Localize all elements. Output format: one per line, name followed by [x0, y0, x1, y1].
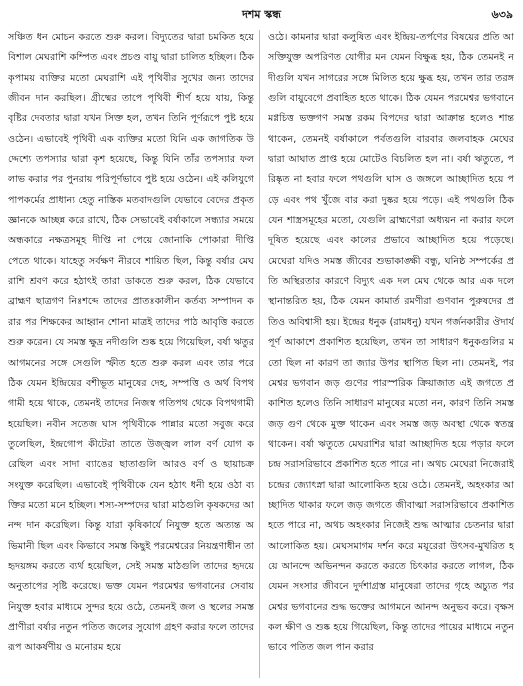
left-column-text: সঞ্চিত ধন মোচন করতে শুরু করল। বিদ্যুতের দ্বারা চমকিত হয়ে বিশাল মেঘরাশি কম্পিত এবং প্রচণ্ড বায়ু দ্বারা চালিত হচ্ছিল। ঠিক কৃপাময় ব্যক্তির মতো মেঘরাশি এই পৃথিবীর সুখের জন্য তাদের জীবন দান করছিল। গ্রীষ্মের তাপে পৃথিবী শীর্ণ হয়ে যায়, কিন্তু বৃষ্টির দেবতার দ্বারা যখন সিক্ত হল, তখন তিনি পূর্ণরূপে পুষ্ট হয়ে ওঠেন। এভাবেই পৃথিবী এক ব্যক্তির মতো যিনি এক জাগতিক উদ্দেশ্যে তপস্যার দ্বারা কৃশ হয়েছে, কিন্তু যিনি তাঁর তপস্যার ফল লাভ করার পর পুনরায় পরিপূর্ণভাবে পুষ্ট হয়ে ওঠেন। এই কলিযুগে পাপকর্মের প্রাধান্য হেতু নাস্তিক মতবাদগুলি যেভাবে বেদের প্রকৃত জ্ঞানকে আচ্ছন্ন করে রাখে, ঠিক সেভাবেই বর্ষাকালে সন্ধ্যার সময়ে অন্ধকারে নক্ষত্রসমূহ দীপ্তি না পেয়ে জোনাকি পোকারা দীপ্তি পেতে থাকে। যাহেতু সর্বক্ষণ নীরবে শায়িত ছিল, কিন্তু বর্ষার মেঘরাশি শ্রবণ করে হঠাৎই তারা ডাকতে শুরু করল, ঠিক যেভাবে ব্রাহ্মণ ছাত্রগণ নিঃশব্দে তাদের প্রাতঃকালীন কর্তব্য সম্পাদন করার পর শিক্ষকের আহ্বান শোনা মাত্রই তাদের পাঠ আবৃত্তি করতে শুরু করেন। যে সমস্ত ক্ষুদ্র নদীগুলি শুষ্ক হয়ে গিয়েছিল, বর্ষা ঋতুর আগমনের সঙ্গে সেগুলি স্ফীত হতে শুরু করল এবং তার পরে ঠিক যেমন ইন্দ্রিয়ের বশীভূত মানুষের দেহ, সম্পত্তি ও অর্থ বিপথগামী হয়ে থাকে, তেমনই তাদের নিজস্ব গতিপথ থেকে বিপথগামী হয়েছিল। নবীন সতেজ ঘাস পৃথিবীকে পান্নার মতো সবুজ করে তুলেছিল, ইন্দ্রগোপ কীটেরা তাতে উজ্জ্বল লাল বর্ণ যোগ করেছিল এবং সাদা ব্যাঙের ছাতাগুলি আরও বর্ণ ও ছায়াচক্র সংযুক্ত করেছিল। এভাবেই পৃথিবীকে যেন হঠাৎ ধনী হয়ে ওঠা ব্যক্তির মতো মনে হচ্ছিল। শস্য-সম্পদের দ্বারা মাঠগুলি কৃষকদের আনন্দ দান করেছিল। কিন্তু যারা কৃষিকার্যে নিযুক্ত হতে অত্যন্ত অভিমানী ছিল এবং কিভাবে সমস্ত কিছুই পরমেশ্বরের নিয়ন্ত্রণাধীন তা হৃদয়ঙ্গম করতে ব্যর্থ হয়েছিল, সেই সমস্ত মাঠগুলি তাদের হৃদয়ে অনুতাপের সৃষ্টি করেছে। ভক্ত যেমন পরমেশ্বর ভগবানের সেবায় নিযুক্ত হবার মাধ্যমে সুন্দর হয়ে ওঠে, তেমনই জল ও স্থলের সমস্ত প্রাণীরা বর্ষার নতুন পতিত জলের সুযোগ গ্রহণ করার ফলে তাদের রূপ আকর্ষণীয় ও মনোরম হয়ে	[8, 32, 254, 654]
right-column	[268, 28, 514, 680]
right-column-text: ওঠে। কামনার দ্বারা কলুষিত এবং ইন্দ্রিয়-তর্পণের বিষয়ের প্রতি আসক্তিযুক্ত অপরিণত যোগীর মন যেমন বিক্ষুব্ধ হয়, ঠিক তেমনই নদীগুলি যখন সাগরের সঙ্গে মিলিত হয়ে ক্ষুব্ধ হয়, তখন তার তরঙ্গগুলি বায়ুবেগে প্রবাহিত হতে থাকে। ঠিক যেমন পরমেশ্বর ভগবানে মগ্নচিত্ত ভক্তগণ সমস্ত রকম বিপদের দ্বারা আক্রান্ত হলেও শান্ত থাকেন, তেমনই বর্ষাকালে পর্বতগুলি বারবার জলবাহক মেঘের দ্বারা আঘাত প্রাপ্ত হয়ে মোটেও বিচলিত হল না। বর্ষা ঋতুতে, পরিষ্কৃত না হবার ফলে পথগুলি ঘাস ও জঙ্গলে আচ্ছাদিত হয়ে পড়ে এবং পথ খুঁজে বার করা দুষ্কর হয়ে পড়ে। এই পথগুলি ঠিক যেন শাস্ত্রসমূহের মতো, যেগুলি ব্রাহ্মণেরা অধ্যয়ন না করার ফলে দূষিত হয়েছে এবং কালের প্রভাবে আচ্ছাদিত হয়ে পড়েছে। মেঘেরা যদিও সমস্ত জীবের শুভাকাঙ্ক্ষী বন্ধু, ঘনিষ্ঠ সম্পর্কের প্রতি অস্থিরতার কারণে বিদ্যুৎ এক দল মেঘ থেকে আর এক দলে স্থানান্তরিত হয়, ঠিক যেমন কামার্ত রমণীরা গুণবান পুরুষদের প্রতিও অবিশ্বাসী হয়। ইন্দ্রের ধনুক (রামধনু) যখন গর্জনকারীর ঔদার্যপূর্ণ আকাশে প্রকাশিত হয়েছিল, তখন তা সাধারণ ধনুকগুলির মতো ছিল না কারণ তা জ্যার উপর স্থাপিত ছিল না। তেমনই, পরমেশ্বর ভগবান জড় গুণের পারস্পরিক ক্রিয়াজাত এই জগতে প্রকাশিত হলেও তিনি সাধারণ মানুষের মতো নন, কারণ তিনি সমস্ত জড় গুণ থেকে মুক্ত থাকেন এবং সমস্ত জড় অবস্থা থেকে স্বতন্ত্র থাকেন। বর্ষা ঋতুতে মেঘরাশির দ্বারা আচ্ছাদিত হয়ে পড়ার ফলে চন্দ্র সরাসরিভাবে প্রকাশিত হতে পারে না। অথচ মেঘেরা নিজেরাই চন্দ্রের জ্যোৎস্না দ্বারা আলোকিত হয়ে ওঠে। তেমনই, অহংকার আচ্ছাদিত থাকার ফলে জড় জগতে জীবাত্মা সরাসরিভাবে প্রকাশিত হতে পারে না, অথচ অহংকার নিজেই শুদ্ধ আত্মার চেতনার দ্বারা আলোকিত হয়। মেঘসমাগম দর্শন করে ময়ূরেরা উৎসব-মুখরিত হয়ে আনন্দে অভিনন্দন করতে করতে চিৎকার করতে লাগল, ঠিক যেমন সংসার জীবনে দুর্দশাগ্রস্ত মানুষেরা তাদের গৃহে অচ্যুত পরমেশ্বর ভগবানের শুদ্ধ ভক্তের আগমনে আনন্দ অনুভব করে। বৃক্ষসকল ক্ষীণ ও শুষ্ক হয়ে গিয়েছিল, কিন্তু তাদের পায়ের মাধ্যমে নতুনভাবে পতিত জল পান করার	[268, 32, 514, 654]
column-divider	[259, 30, 260, 678]
left-column	[8, 28, 254, 680]
running-title: দশম স্কন্ধ	[242, 8, 281, 21]
page-header	[8, 6, 515, 24]
page-number: ৬৩৯	[491, 8, 513, 21]
